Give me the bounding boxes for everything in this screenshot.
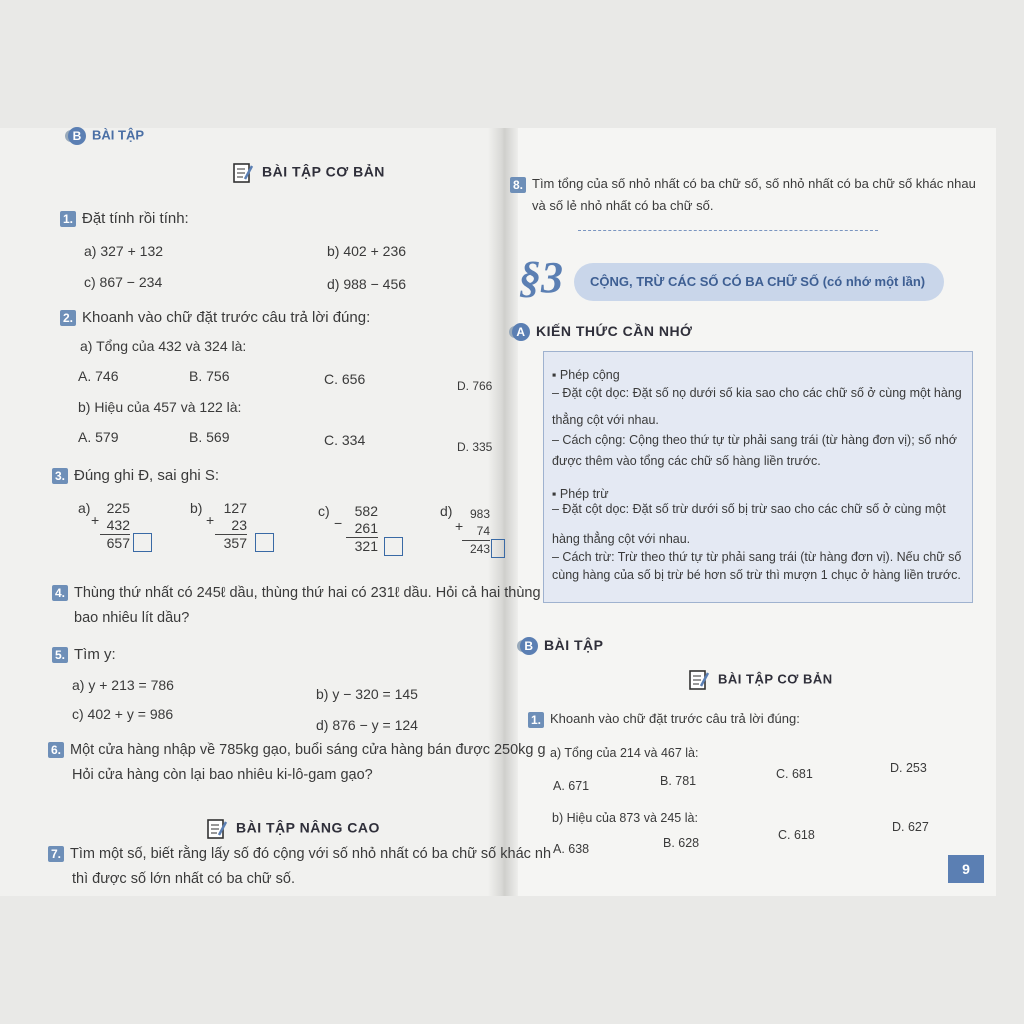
section-b-label [68, 127, 144, 145]
q2-left-a-opt-b: B. 756 [189, 368, 230, 384]
q3-d-column [462, 506, 490, 558]
q3-d-label: d) [440, 503, 453, 519]
q2-left-a: a) Tổng của 432 và 324 là: [80, 338, 247, 354]
q3-d-sign: + [455, 518, 464, 534]
section-b-right-badge: B [520, 637, 538, 655]
heading-basic-left-text: BÀI TẬP CƠ BẢN [262, 163, 385, 180]
q1-left [60, 210, 189, 227]
note-line-3: thẳng cột với nhau. [552, 413, 659, 427]
section-number: §3 [519, 253, 563, 302]
notebook-icon [232, 162, 254, 184]
heading-basic-left [232, 162, 385, 184]
q3-d-top: 983 [469, 507, 490, 521]
q3-c-sign: − [334, 515, 343, 531]
q5-left-number: 5. [52, 647, 68, 663]
q5-left [52, 646, 116, 663]
q3-left-number: 3. [52, 468, 68, 484]
q2-left-text: Khoanh vào chữ đặt trước câu trả lời đúng: [82, 309, 371, 326]
note-line-9: – Cách trừ: Trừ theo thứ tự từ phải sang trái (từ hàng đơn vị). Nếu chữ số [552, 550, 962, 564]
q3-c-top: 582 [354, 503, 378, 519]
section-a-badge: A [512, 323, 530, 341]
q1-right-b-opt-b: B. 628 [663, 836, 700, 850]
q3-d-mid: 74 [476, 524, 490, 538]
heading-exercises-right [520, 637, 604, 655]
q2-left-b-opt-d: D. 335 [457, 440, 493, 454]
q3-d-result: 243 [462, 540, 490, 558]
q3-a-mid: 432 [106, 517, 130, 533]
q5-left-c: c) 402 + y = 986 [72, 706, 174, 722]
q1-right-a-opt-a: A. 671 [553, 779, 590, 793]
q4-left-number: 4. [52, 585, 68, 601]
q1-right-b: b) Hiệu của 873 và 245 là: [552, 811, 698, 825]
q1-right-a-opt-c: C. 681 [776, 767, 813, 781]
q2-left-a-opt-a: A. 746 [78, 368, 119, 384]
q1-right-a: a) Tổng của 214 và 467 là: [550, 746, 699, 760]
q8-right [510, 176, 976, 193]
q1-left-number: 1. [60, 211, 76, 227]
answer-line [578, 230, 878, 235]
note-line-8: hàng thẳng cột với nhau. [552, 532, 691, 546]
q1-right-b-opt-c: C. 618 [778, 828, 815, 842]
q2-left-number: 2. [60, 310, 76, 326]
q7-left-line1: Tìm một số, biết rằng lấy số đó cộng với số nhỏ nhất có ba chữ số khác nh [70, 846, 552, 862]
section-b-badge: B [68, 127, 86, 145]
notebook-icon [688, 669, 710, 691]
q6-left-line2: Hỏi cửa hàng còn lại bao nhiêu ki-lô-gam gạo? [72, 767, 373, 783]
q2-left-b-opt-b: B. 569 [189, 429, 230, 445]
notebook-icon [206, 818, 228, 840]
heading-knowledge-text: KIẾN THỨC CẦN NHỚ [536, 323, 693, 339]
q7-left-line2: thì được số lớn nhất có ba chữ số. [72, 871, 296, 887]
heading-exercises-right-text: BÀI TẬP [544, 637, 604, 653]
q3-a-column [100, 500, 130, 552]
note-line-6: ▪ Phép trừ [552, 487, 609, 501]
q1-right-a-opt-d: D. 253 [890, 761, 927, 775]
q2-left-b-opt-a: A. 579 [78, 429, 119, 445]
q8-right-line2: và số lẻ nhỏ nhất có ba chữ số. [532, 198, 714, 213]
note-line-5: được thêm vào tổng các chữ số hàng liền trước. [552, 454, 821, 468]
book-spine [488, 128, 518, 896]
heading-basic-right [688, 669, 833, 691]
q3-d-answer-box[interactable] [491, 539, 505, 558]
q1-left-a: a) 327 + 132 [84, 243, 164, 259]
q3-c-column [346, 503, 378, 555]
q3-a-top: 225 [106, 500, 130, 516]
q2-left-b: b) Hiệu của 457 và 122 là: [78, 399, 242, 415]
q3-a-result: 657 [100, 534, 130, 552]
note-line-2: – Đặt cột dọc: Đặt số nọ dưới số kia sao cho các chữ số ở cùng một hàng [552, 386, 962, 400]
q2-left-b-opt-c: C. 334 [324, 432, 366, 448]
heading-advanced-text: BÀI TẬP NÂNG CAO [236, 819, 380, 836]
q5-left-a: a) y + 213 = 786 [72, 677, 174, 693]
q1-right-number: 1. [528, 712, 544, 728]
q3-b-mid: 23 [231, 517, 247, 533]
q2-left-a-opt-c: C. 656 [324, 371, 366, 387]
q3-a-sign: + [91, 512, 100, 528]
note-line-10: cùng hàng của số bị trừ bé hơn số trừ thì mượn 1 chục ở hàng liền trước. [552, 568, 961, 582]
note-line-7: – Đặt cột dọc: Đặt số trừ dưới số bị trừ sao cho các chữ số ở cùng một [552, 502, 946, 516]
heading-knowledge [512, 323, 693, 341]
q6-left-number: 6. [48, 742, 64, 758]
note-line-1: ▪ Phép cộng [552, 368, 620, 382]
q3-c-label: c) [318, 503, 330, 519]
q3-a-label: a) [78, 500, 91, 516]
q7-left-number: 7. [48, 846, 64, 862]
heading-basic-right-text: BÀI TẬP CƠ BẢN [718, 671, 833, 687]
q1-right-a-opt-b: B. 781 [660, 774, 697, 788]
q1-left-b: b) 402 + 236 [327, 243, 407, 259]
q2-left-a-opt-d: D. 766 [457, 379, 493, 393]
q7-left [48, 846, 551, 862]
q3-b-result: 357 [215, 534, 247, 552]
q3-b-label: b) [190, 500, 203, 516]
q3-left [52, 467, 219, 484]
q1-left-c: c) 867 − 234 [84, 274, 163, 290]
section-b-title: BÀI TẬP [92, 127, 144, 143]
q4-left-line1: Thùng thứ nhất có 245ℓ dầu, thùng thứ hai có 231ℓ dầu. Hỏi cả hai thùng [74, 585, 541, 601]
heading-advanced [206, 818, 380, 840]
q1-right [528, 711, 800, 728]
q6-left [48, 742, 546, 758]
q3-c-answer-box[interactable] [384, 537, 403, 556]
q5-left-b: b) y − 320 = 145 [316, 686, 418, 702]
q1-left-text: Đặt tính rồi tính: [82, 210, 189, 227]
q4-left-line2: bao nhiêu lít dầu? [74, 610, 190, 626]
q3-c-result: 321 [346, 537, 378, 555]
q3-b-answer-box[interactable] [255, 533, 274, 552]
q3-c-mid: 261 [354, 520, 378, 536]
q1-right-b-opt-d: D. 627 [892, 820, 929, 834]
section-title: CỘNG, TRỪ CÁC SỐ CÓ BA CHỮ SỐ (có nhớ một lần) [590, 274, 926, 289]
q3-b-top: 127 [223, 500, 247, 516]
page-number: 9 [948, 855, 984, 883]
q2-left [60, 309, 370, 326]
q5-left-d: d) 876 − y = 124 [316, 717, 418, 733]
q1-left-d: d) 988 − 456 [327, 276, 407, 292]
q3-left-text: Đúng ghi Đ, sai ghi S: [74, 467, 220, 484]
q5-left-text: Tìm y: [74, 646, 116, 663]
q8-right-number: 8. [510, 177, 526, 193]
note-line-4: – Cách cộng: Cộng theo thứ tự từ phải sang trái (từ hàng đơn vị); số nhớ [552, 433, 957, 447]
q3-a-answer-box[interactable] [133, 533, 152, 552]
q3-b-sign: + [206, 512, 215, 528]
q3-b-column [215, 500, 247, 552]
q1-right-b-opt-a: A. 638 [553, 842, 590, 856]
q4-left [52, 585, 541, 601]
q6-left-line1: Một cửa hàng nhập về 785kg gạo, buổi sáng cửa hàng bán được 250kg g [70, 742, 546, 758]
q8-right-line1: Tìm tổng của số nhỏ nhất có ba chữ số, số nhỏ nhất có ba chữ số khác nhau [532, 176, 976, 191]
q1-right-text: Khoanh vào chữ đặt trước câu trả lời đúng: [550, 711, 800, 726]
